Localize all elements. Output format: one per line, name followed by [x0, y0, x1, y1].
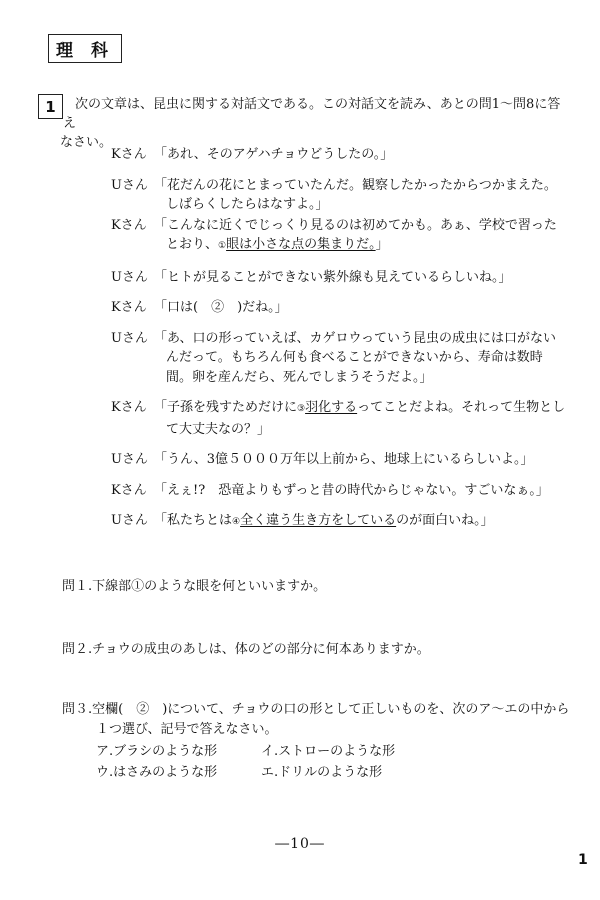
choice-a: ア.ブラシのような形	[96, 744, 218, 759]
dialogue-turn	[111, 450, 566, 470]
question-text: 下線部①のような眼を何といいますか。	[92, 579, 327, 594]
intro-text	[60, 95, 568, 152]
dialogue-turn	[111, 216, 566, 257]
question-label: 問１.	[62, 579, 93, 594]
speaker-label: Uさん	[111, 177, 148, 193]
marker-3: ③	[297, 404, 306, 414]
dialogue-turn	[111, 176, 566, 215]
dialogue-text: 「うん、3億５０００万年以上前から、地球上にいるらしいよ。」	[154, 452, 534, 467]
choice-u: ウ.はさみのような形	[96, 765, 218, 780]
choice-i: イ.ストローのような形	[261, 744, 396, 759]
dialogue-turn	[111, 398, 566, 439]
speaker-label: Kさん	[111, 482, 147, 498]
dialogue-turn	[111, 268, 566, 288]
dialogue-text: 「子孫を残すためだけに	[154, 400, 298, 415]
underline-4: 全く違う生き方をしている	[240, 513, 397, 528]
speaker-label: Kさん	[111, 147, 147, 162]
dialogue-text: )だね。」	[224, 300, 288, 315]
intro-line-1: 次の文章は、昆虫に関する対話文である。この対話文を読み、あとの問1～問8に答え	[63, 97, 561, 131]
question-1	[62, 577, 572, 597]
dialogue-turn	[111, 145, 566, 165]
dialogue-turn	[111, 511, 566, 533]
dialogue-text: 「花だんの花にとまっていたんだ。観察したかったからつかまえた。しばらくしたらはなすよ。」	[154, 177, 557, 212]
question-2	[62, 640, 572, 660]
intro-line-2: なさい。	[60, 135, 113, 150]
subject-heading: 理 科	[48, 34, 122, 63]
dialogue-text: のが面白いね。」	[396, 513, 494, 528]
speaker-label: Uさん	[111, 330, 148, 346]
speaker-label: Uさん	[111, 452, 148, 467]
dialogue-turn	[111, 329, 566, 388]
underline-3: 羽化する	[305, 400, 358, 415]
dialogue-text: ってことだよね。それって生物として大丈夫なの？」	[166, 400, 566, 437]
dialogue-text: 「ヒトが見ることができない紫外線も見えているらしいね。」	[154, 269, 512, 285]
speaker-label: Kさん	[111, 400, 147, 415]
underline-1: 眼は小さな点の集まりだ。	[226, 237, 376, 252]
answer-choices	[96, 741, 572, 783]
speaker-label: Uさん	[111, 269, 148, 285]
corner-mark: 1	[578, 852, 588, 868]
dialogue-turn	[111, 298, 566, 318]
dialogue-text: 「私たちとは	[154, 513, 233, 528]
dialogue	[111, 145, 566, 544]
question-label: 問２.	[62, 642, 93, 657]
speaker-label: Kさん	[111, 217, 147, 233]
dialogue-text: 「えぇ!? 恐竜よりもずっと昔の時代からじゃない。すごいなぁ。」	[154, 482, 549, 498]
choice-e: エ.ドリルのような形	[261, 765, 383, 780]
speaker-label: Uさん	[111, 513, 148, 528]
dialogue-text: 「あれ、そのアゲハチョウどうしたの。」	[154, 147, 394, 162]
question-text: 空欄( ② )について、チョウの口の形として正しいものを、次のア～エの中から１つ選び、記号で答えなさい。	[92, 702, 570, 737]
dialogue-text: 「こんなに近くでじっくり見るのは初めてかも。あぁ、学校で習ったとおり、	[154, 217, 557, 252]
marker-1: ①	[218, 241, 227, 251]
blank-marker-2: ②	[211, 300, 225, 315]
question-text: チョウの成虫のあしは、体のどの部分に何本ありますか。	[92, 642, 430, 657]
marker-4: ④	[232, 517, 241, 527]
dialogue-text: 「あ、口の形っていえば、カゲロウっていう昆虫の成虫には口がないんだって。もちろん何も食べることができないから、寿命は数時間。卵を産んだら、死んでしまうそうだよ。」	[154, 330, 556, 385]
speaker-label: Kさん	[111, 300, 147, 315]
question-number-box: 1	[38, 94, 63, 119]
page-number: ―10―	[275, 836, 325, 852]
dialogue-turn	[111, 481, 566, 501]
question-label: 問３.	[62, 702, 93, 717]
dialogue-text: 」	[375, 237, 389, 252]
question-3	[62, 700, 572, 783]
dialogue-text: 「口は(	[154, 300, 212, 315]
